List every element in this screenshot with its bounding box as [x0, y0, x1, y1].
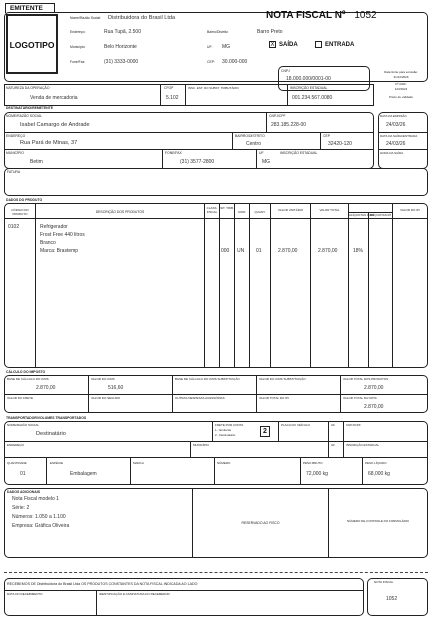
- product-unit-type: UN: [237, 248, 245, 254]
- recipient-cnpj: 283.185.228-00: [271, 122, 307, 128]
- reserved-fisco: RESERVADO AO FISCO: [241, 521, 280, 525]
- recipient-city: Betim: [30, 159, 43, 165]
- company-cnpj: 18.000.000/0001-00: [286, 76, 331, 82]
- col-header-icms: ALÍQUOTAS ICMS: [349, 213, 375, 217]
- freight-choice: 2: [263, 428, 267, 435]
- cut-line: [4, 572, 428, 573]
- col-header-code: CÓDIGO DO PRODUTO: [11, 208, 29, 216]
- recipient-city-label: MUNICÍPIO: [6, 151, 24, 155]
- product-desc-line: Branco: [40, 240, 56, 246]
- icms-label: VALOR DO ICMS: [91, 377, 115, 381]
- recipient-name-label: NOME/RAZÃO SOCIAL: [6, 114, 43, 118]
- quantity-value: 01: [20, 471, 26, 477]
- cep-label: CEP:: [207, 60, 215, 64]
- additional-section-title: DADOS ADICIONAIS: [7, 490, 41, 494]
- phone-label: Fone/Fax:: [70, 60, 86, 64]
- ipi-total-label: VALOR TOTAL DO IPI: [259, 396, 289, 400]
- ie-subst-label: INSC. EST. DO SUBST. TRIBUTÁRIO: [188, 86, 239, 90]
- recipient-cep: 32420-120: [328, 141, 352, 147]
- receiver-signature-label: IDENTIFICAÇÃO E ASSINATURA DO RECEBEDOR: [99, 592, 170, 596]
- col-header-total: VALOR TOTAL: [319, 208, 340, 212]
- cfop-value: 5.102: [166, 95, 179, 101]
- exit-date-label: DATA DA SAÍDA/ENTRADA: [380, 134, 418, 138]
- net-weight-label: PESO LÍQUIDO: [365, 461, 387, 465]
- carrier-city-label: MUNICÍPIO: [193, 443, 209, 447]
- number-label: NÚMERO: [217, 461, 231, 465]
- recipient-address-label: ENDEREÇO: [6, 134, 26, 138]
- tax-section-title: CÁLCULO DO IMPOSTO: [6, 370, 46, 374]
- product-desc-line: Marca: Brastemp: [40, 248, 79, 254]
- aidf-value: 123/2024: [394, 87, 408, 91]
- cnpj-label: CNPJ: [281, 69, 290, 73]
- bc-st-label: BASE DE CÁLCULO DO ICMS SUBSTITUIÇÃO: [175, 377, 240, 381]
- natureza-label: NATUREZA DA OPERAÇÃO: [6, 86, 50, 90]
- exit-date: 24/03/26: [386, 141, 406, 147]
- freight-choice-box[interactable]: [260, 426, 270, 437]
- product-total-price: 2.870,00: [318, 248, 338, 254]
- recipient-cep-label: CEP: [323, 134, 330, 138]
- address-label: Endereço:: [70, 30, 86, 34]
- nf-title: [266, 10, 377, 21]
- carrier-name-label: NOME/RAZÃO SOCIAL: [7, 423, 40, 427]
- bc-icms-label: BASE DE CÁLCULO DO ICMS: [7, 377, 49, 381]
- saida-checkbox[interactable]: [269, 41, 276, 48]
- carrier-uf-label: UF: [331, 443, 335, 447]
- outras-label: OUTRAS DESPESAS ACESSÓRIAS: [175, 396, 225, 400]
- form-control-label: NÚMERO DE CONTROLE DO FORMULÁRIO: [346, 519, 409, 523]
- receipt-nf-number: 1052: [386, 596, 398, 602]
- recipient-ie-label: INSCRIÇÃO ESTADUAL: [280, 151, 318, 155]
- product-desc-line: Refrigerador: [40, 224, 68, 230]
- uf-label: UF:: [207, 45, 213, 49]
- product-unit-price: 2.870,00: [278, 248, 298, 254]
- exit-time-label: HORA DA SAÍDA: [380, 151, 404, 155]
- company-address: Rua Tupã, 2.500: [104, 29, 141, 35]
- emission-date-label: DATA DA EMISSÃO: [380, 114, 407, 118]
- col-header-unit: VALOR UNITÁRIO: [277, 208, 304, 212]
- company-cep: 30.000-000: [222, 59, 248, 65]
- entrada-checkbox[interactable]: [315, 41, 322, 48]
- recipient-address: Rua Pará de Minas, 37: [20, 140, 78, 146]
- emission-date: 24/03/26: [386, 122, 406, 128]
- company-city: Belo Horizonte: [104, 44, 137, 50]
- carrier-ie-label: INSCRIÇÃO ESTADUAL: [346, 443, 380, 447]
- freight-option-2: 2 - Destinatário: [215, 433, 236, 437]
- recipient-cnpj-label: CNPJ/CPF: [269, 114, 286, 118]
- total-products-value: 2.870,00: [364, 385, 384, 391]
- col-header-ipi: ALÍQUOTAS IPI: [369, 213, 392, 217]
- cfop-label: CFOP: [164, 86, 174, 90]
- recipient-district-label: BAIRRO/DISTRITO: [235, 134, 265, 138]
- nf-title-text: NOTA FISCAL Nº: [266, 10, 346, 21]
- ie-label: INSCRIÇÃO ESTADUAL: [290, 86, 328, 90]
- transport-section-title: TRANSPORTADOR/VOLUMES TRANSPORTADOS: [6, 416, 87, 420]
- recipient-uf-label: UF: [259, 151, 264, 155]
- plate-uf-label: UF: [331, 423, 335, 427]
- brand-label: MARCA: [133, 461, 144, 465]
- quantity-label: QUANTIDADE: [7, 461, 27, 465]
- bc-icms-value: 2.870,00: [36, 385, 56, 391]
- freight-option-1: 1 - Emitente: [215, 428, 232, 432]
- carrier-name: Destinatário: [36, 431, 66, 437]
- plate-label: PLACA DO VEÍCULO: [281, 423, 311, 427]
- total-note-value: 2.870,00: [364, 404, 384, 410]
- nf-number: 1052: [354, 10, 377, 21]
- receipt-date-label: DATA DO RECEBIMENTO: [7, 592, 43, 596]
- icms-value: 516,60: [108, 385, 124, 391]
- recipient-uf: MG: [262, 159, 271, 165]
- company-district: Barro Preto: [257, 29, 283, 35]
- prazo-label: Prazo de validade: [388, 95, 414, 99]
- company-name: Distribuidora do Brasil Ltda: [108, 15, 176, 21]
- additional-line: Série: 2: [12, 505, 30, 511]
- species-label: ESPÉCIE: [50, 461, 64, 465]
- company-uf: MG: [222, 44, 231, 50]
- recipient-section-title: DESTINATÁRIO/REMETENTE: [6, 106, 54, 110]
- recipient-phone: (31) 3577-2800: [180, 159, 215, 165]
- company-phone: (31) 3333-0000: [104, 59, 139, 65]
- fatura-label: FATURA: [7, 170, 21, 174]
- col-header-classe: CLASS. FISCAL: [206, 206, 218, 214]
- data-limite-value: 31/12/2026: [393, 75, 409, 79]
- net-weight-value: 68,000 kg: [368, 471, 390, 477]
- icms-st-label: VALOR DO ICMS SUBSTITUIÇÃO: [259, 377, 306, 381]
- receipt-text: RECEBEMOS DE Distribuidora do Brasil Ltda OS PRODUTOS CONSTANTES DA NOTA FISCAL INDICADA AO LADO: [7, 582, 198, 586]
- city-label: Município:: [70, 45, 86, 49]
- aidf-label: Nº AIDF:: [395, 82, 407, 86]
- data-limite-label: Data limite para emissão:: [384, 70, 418, 74]
- entrada-label: ENTRADA: [325, 42, 355, 48]
- additional-line: Empresa: Gráfica Oliveira: [12, 523, 70, 529]
- product-desc-line: Frost Free 440 litros: [40, 232, 85, 238]
- products-section-title: DADOS DO PRODUTO: [6, 198, 43, 202]
- carrier-cnpj-label: CNPJ/CPF: [346, 423, 361, 427]
- total-note-label: VALOR TOTAL DA NOTA: [343, 396, 377, 400]
- col-header-sit: SIT. TRIB.: [220, 206, 234, 210]
- natureza-value: Venda de mercadoria: [30, 95, 78, 101]
- fatura-frame: [4, 168, 428, 196]
- carrier-address-label: ENDEREÇO: [7, 443, 25, 447]
- col-header-vipi: VALOR DO IPI: [400, 208, 420, 212]
- recipient-name: Isabel Camargo de Andrade: [20, 122, 90, 128]
- product-code: 0102: [8, 224, 20, 230]
- additional-line: Nota Fiscal modelo 1: [12, 496, 59, 502]
- product-icms-rate: 18%: [353, 248, 364, 254]
- saida-label: SAÍDA: [279, 42, 298, 48]
- emitente-tab-label: EMITENTE: [10, 5, 43, 12]
- frete-label: VALOR DO FRETE: [7, 396, 33, 400]
- company-name-label: Nome/Razão Social:: [70, 16, 101, 20]
- total-products-label: VALOR TOTAL DOS PRODUTOS: [343, 377, 389, 381]
- gross-weight-value: 72,000 kg: [306, 471, 328, 477]
- saida-check-mark: X: [270, 42, 275, 48]
- gross-weight-label: PESO BRUTO: [303, 461, 323, 465]
- ie-value: 001.234.567.0080: [292, 95, 333, 101]
- product-quantity: 01: [256, 248, 262, 254]
- species-value: Embalagem: [70, 471, 97, 477]
- district-label: Bairro/Distrito:: [207, 30, 229, 34]
- seguro-label: VALOR DO SEGURO: [91, 396, 121, 400]
- receipt-nf-label: NOTA FISCAL: [374, 580, 394, 584]
- col-header-description: DESCRIÇÃO DOS PRODUTOS: [95, 210, 145, 214]
- additional-line: Números: 1.050 a 1.100: [12, 514, 66, 520]
- recipient-phone-label: FONE/FAX: [165, 151, 182, 155]
- freight-label: FRETE POR CONTA: [215, 423, 244, 427]
- col-header-quant: QUANT.: [254, 210, 266, 214]
- col-header-unid: UNID.: [237, 210, 247, 214]
- product-sit: 000: [221, 248, 230, 254]
- company-logo: LOGOTIPO: [9, 40, 55, 50]
- recipient-district: Centro: [246, 141, 262, 147]
- logo-box: [6, 14, 58, 74]
